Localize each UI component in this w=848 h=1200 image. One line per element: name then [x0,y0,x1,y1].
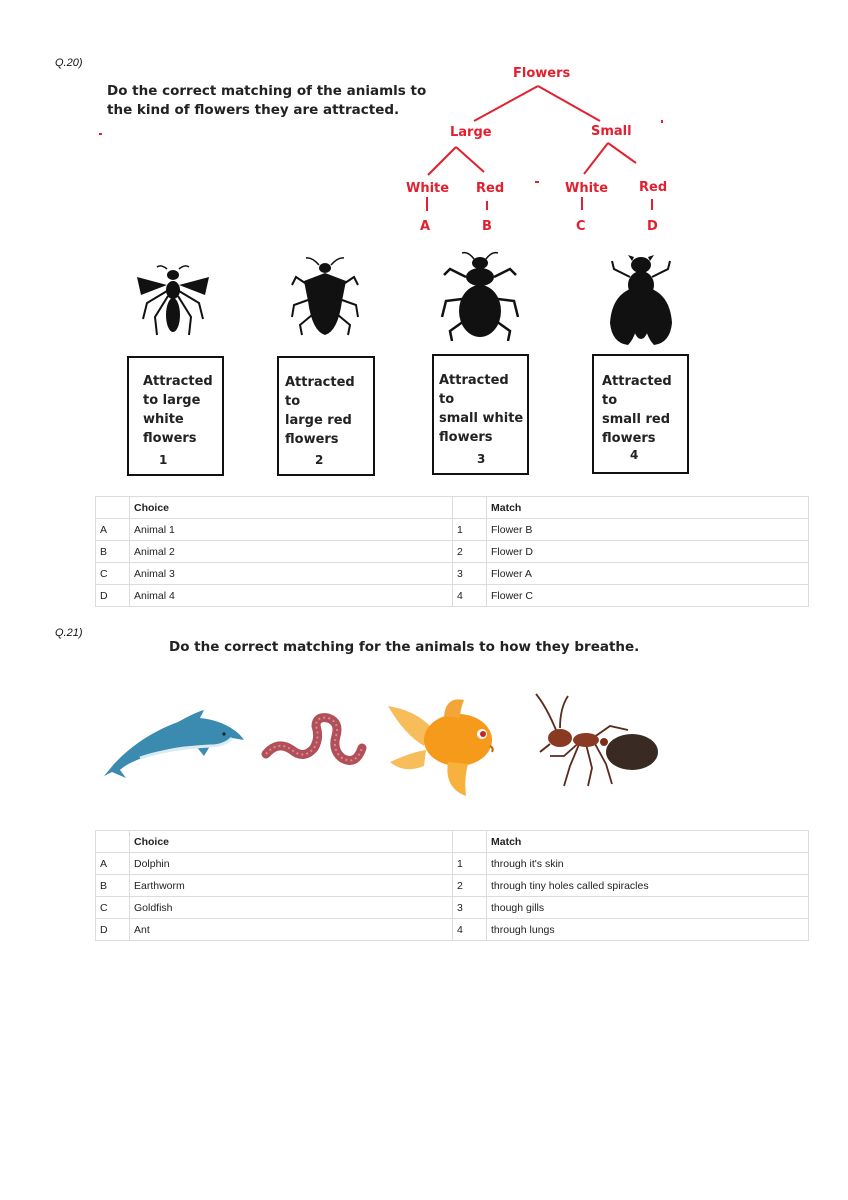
table-row [96,585,809,607]
animal-4-description: Attracted to small red flowers [602,374,672,446]
table-row [96,519,809,541]
match-number: 1 [453,519,487,541]
table-row [96,563,809,585]
table-row [96,875,809,897]
choice-text: Goldfish [130,897,453,919]
animal-4-number: 4 [630,448,639,462]
q20-matching-table [95,496,809,607]
match-text: Flower B [487,519,809,541]
choice-letter: A [96,519,130,541]
match-text: though gills [487,897,809,919]
animal-4-box [592,354,689,474]
animal-3-description: Attracted to small white flowers [439,373,524,445]
fly-silhouette-icon [606,253,676,347]
choice-letter: D [96,585,130,607]
choice-text: Animal 4 [130,585,453,607]
tree-node-large-red: Red [476,181,505,196]
choice-letter: D [96,919,130,941]
choice-letter: B [96,875,130,897]
choice-text: Earthworm [130,875,453,897]
tree-leaf-b: B [482,219,492,234]
question-number-20: Q.20) [55,57,83,69]
question-21-prompt: Do the correct matching for the animals to how they breathe. [169,639,640,655]
animal-2-box [277,356,375,476]
choice-text: Animal 2 [130,541,453,563]
match-text: Flower D [487,541,809,563]
wasp-silhouette-icon [133,263,213,341]
animal-1-box [127,356,224,476]
animal-1-description: Attracted to large white flowers [143,374,213,446]
match-text: through lungs [487,919,809,941]
match-text: Flower A [487,563,809,585]
animal-2-description: Attracted to large red flowers [285,375,355,447]
choice-letter: B [96,541,130,563]
match-number: 3 [453,897,487,919]
tree-node-large: Large [450,125,492,140]
choice-header: Choice [130,497,453,519]
question-20-prompt-line-2: the kind of flowers they are attracted. [107,102,400,118]
dolphin-icon [100,706,246,780]
header-empty-cell [96,497,130,519]
header-empty-cell [453,497,487,519]
tree-node-large-white: White [406,181,450,196]
question-number-21: Q.21) [55,627,83,639]
match-number: 4 [453,919,487,941]
beetle-silhouette-icon [438,251,522,341]
tree-leaf-a: A [420,219,431,234]
match-number: 2 [453,541,487,563]
choice-text: Dolphin [130,853,453,875]
choice-text: Ant [130,919,453,941]
match-number: 3 [453,563,487,585]
choice-header: Choice [130,831,453,853]
q21-matching-table [95,830,809,941]
tree-leaf-c: C [576,219,586,234]
animal-2-number: 2 [315,453,324,467]
match-header: Match [487,831,809,853]
tree-node-small-red: Red [639,180,668,195]
table-row [96,541,809,563]
table-header-row [96,497,809,519]
earthworm-icon [260,710,370,770]
match-header: Match [487,497,809,519]
tree-leaf-d: D [647,219,658,234]
match-text: Flower C [487,585,809,607]
animal-3-box [432,354,529,475]
stink-bug-silhouette-icon [288,255,362,339]
match-number: 2 [453,875,487,897]
table-row [96,897,809,919]
table-header-row [96,831,809,853]
tree-root-flowers: Flowers [513,66,571,81]
table-row [96,853,809,875]
choice-text: Animal 3 [130,563,453,585]
choice-text: Animal 1 [130,519,453,541]
choice-letter: A [96,853,130,875]
match-number: 1 [453,853,487,875]
match-number: 4 [453,585,487,607]
question-20-prompt-line-1: Do the correct matching of the aniamls to [107,83,427,99]
animal-3-number: 3 [477,452,486,466]
goldfish-icon [384,692,506,802]
animal-1-number: 1 [159,453,168,467]
choice-letter: C [96,563,130,585]
header-empty-cell [96,831,130,853]
tree-node-small-white: White [565,181,609,196]
ant-icon [530,686,664,790]
match-text: through tiny holes called spiracles [487,875,809,897]
match-text: through it's skin [487,853,809,875]
table-row [96,919,809,941]
header-empty-cell [453,831,487,853]
tree-node-small: Small [591,124,632,139]
choice-letter: C [96,897,130,919]
